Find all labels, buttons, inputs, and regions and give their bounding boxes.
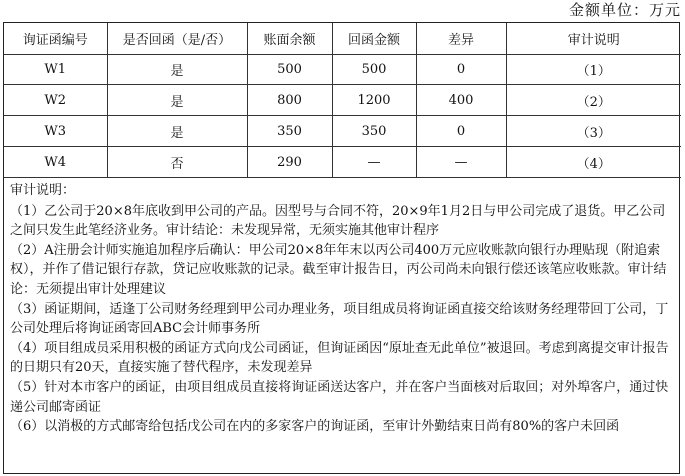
table-cell: 0 [416, 55, 506, 85]
confirmation-table [4, 23, 681, 178]
table-cell: 800 [247, 85, 332, 116]
table-cell: — [416, 147, 506, 178]
audit-notes-title: 审计说明： [10, 183, 76, 198]
table-cell: W4 [4, 147, 107, 178]
audit-note-item: （2）A注册会计师实施追加程序后确认：甲公司20×8年年末以丙公司400万元应收账款向银行办理贴现（附追索权），并作了借记银行存款，贷记应收账款的记录。截至审计报告日，丙公司尚未向银行偿还该笔应收账款。审计结论：无须提出审计处理建议 [10, 242, 667, 297]
table-cell: （4） [506, 147, 681, 178]
table-cell: 500 [247, 55, 332, 85]
header-cell: 审计说明 [506, 23, 681, 55]
table-cell: 290 [247, 147, 332, 178]
table-cell: 500 [332, 55, 416, 85]
audit-note-item: （1）乙公司于20×8年底收到甲公司的产品。因型号与合同不符，20×9年1月2日与甲公司完成了退货。甲乙公司之间只发生此笔经济业务。审计结论：未发现异常，无须实施其他审计程序 [10, 203, 666, 239]
header-cell: 回函金额 [332, 23, 416, 55]
table-cell: 0 [416, 116, 506, 147]
table-cell: 1200 [332, 85, 416, 116]
header-cell: 差异 [416, 23, 506, 55]
table-cell: 350 [332, 116, 416, 147]
audit-note-item: （3）函证期间，适逢丁公司财务经理到甲公司办理业务，项目组成员将询证函直接交给该财务经理带回丁公司，丁公司处理后将询证函寄回ABC会计师事务所 [10, 301, 669, 337]
unit-label: 金额单位：万元 [568, 1, 681, 19]
header-cell: 是否回函（是/否） [107, 23, 247, 55]
table-cell: （2） [506, 85, 681, 116]
audit-note-item: （5）针对本市客户的函证，由项目组成员直接将询证函送达客户，并在客户当面核对后取回；对外埠客户，通过快递公司邮寄函证 [10, 379, 669, 415]
header-cell: 账面余额 [247, 23, 332, 55]
table-row [4, 55, 681, 85]
table-cell: W2 [4, 85, 107, 116]
table-cell: W3 [4, 116, 107, 147]
audit-notes [10, 181, 674, 437]
audit-document-frame [3, 22, 680, 474]
header-cell: 询证函编号 [4, 23, 107, 55]
table-cell: 是 [107, 116, 247, 147]
audit-note-item: （6）以消极的方式邮寄给包括戊公司在内的多家客户的询证函，至审计外勤结束日尚有80%的客户未回函 [10, 419, 620, 435]
table-cell: 400 [416, 85, 506, 116]
table-cell: W1 [4, 55, 107, 85]
table-cell: — [332, 147, 416, 178]
table-cell: 是 [107, 55, 247, 85]
audit-note-item: （4）项目组成员采用积极的函证方式向戊公司函证，但询证函因“原址查无此单位”被退回。考虑到离提交审计报告的日期只有20天，直接实施了替代程序，未发现差异 [10, 340, 669, 376]
table-row [4, 85, 681, 116]
table-row [4, 116, 681, 147]
table-cell: 是 [107, 85, 247, 116]
table-cell: （1） [506, 55, 681, 85]
table-header-row [4, 23, 681, 55]
table-cell: 350 [247, 116, 332, 147]
table-row [4, 147, 681, 178]
table-cell: （3） [506, 116, 681, 147]
table-cell: 否 [107, 147, 247, 178]
